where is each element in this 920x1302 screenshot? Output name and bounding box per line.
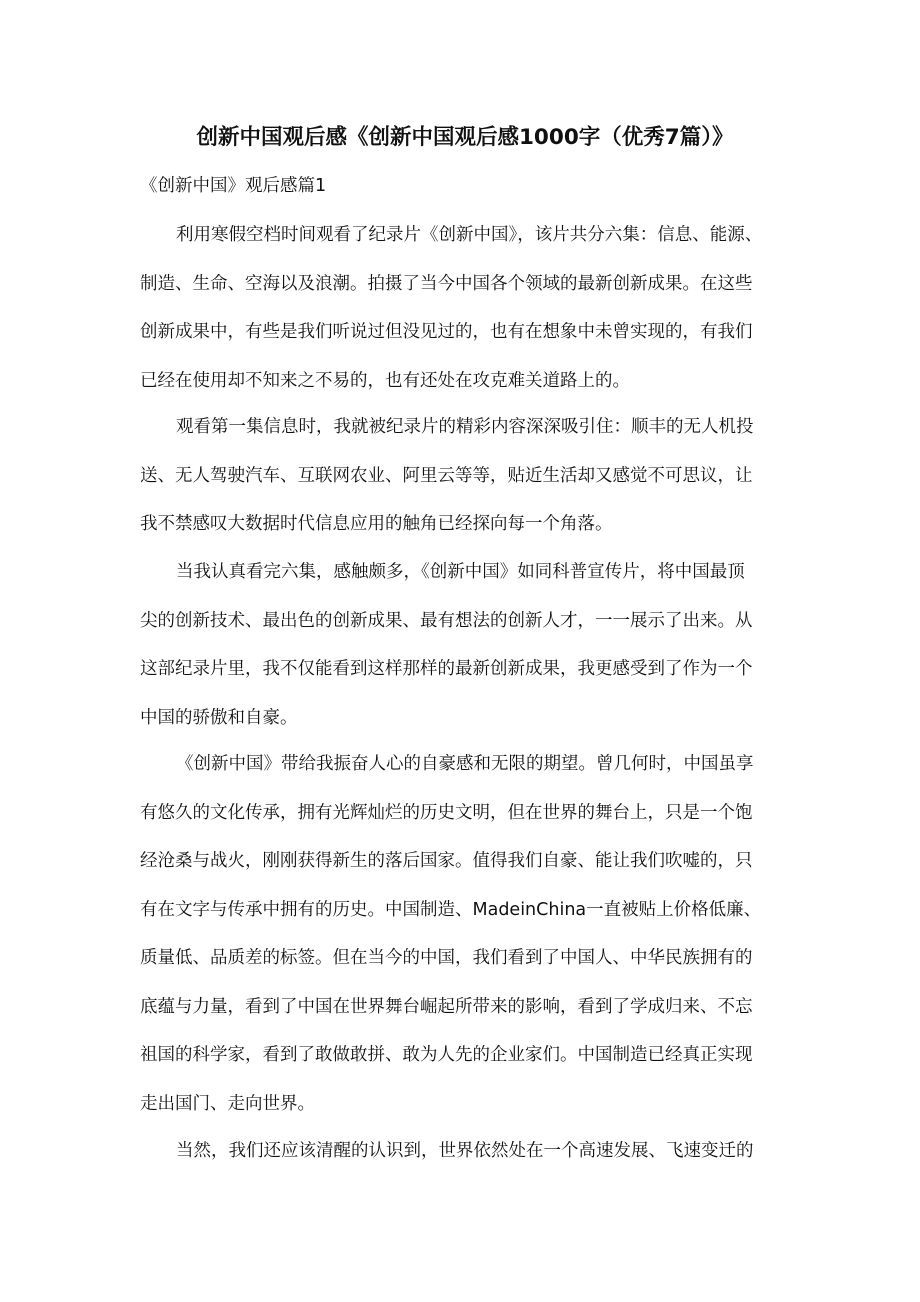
document-title: 创新中国观后感《创新中国观后感1000字（优秀7篇）》 (196, 125, 734, 150)
paragraph-5 (140, 1137, 790, 1186)
paragraph-line: 有在文字与传承中拥有的历史。中国制造、MadeinChina一直被贴上价格低廉、 (140, 899, 762, 920)
paragraph-line: 当然，我们还应该清醒的认识到，世界依然处在一个高速发展、飞速变迁的 (176, 1141, 754, 1161)
paragraph-line: 这部纪录片里，我不仅能看到这样那样的最新创新成果，我更感受到了作为一个 (140, 659, 753, 679)
document-page (140, 0, 790, 1302)
paragraph-line: 祖国的科学家，看到了敢做敢拼、敢为人先的企业家们。中国制造已经真正实现 (140, 1045, 753, 1065)
paragraph-line: 利用寒假空档时间观看了纪录片《创新中国》，该片共分六集：信息、能源、 (176, 225, 763, 245)
paragraph-line: 中国的骄傲和自豪。 (140, 707, 298, 728)
paragraph-line: 当我认真看完六集，感触颇多，《创新中国》如同科普宣传片，将中国最顶 (176, 562, 745, 582)
paragraph-4 (140, 750, 790, 1138)
paragraph-line: 送、无人驾驶汽车、互联网农业、阿里云等等，贴近生活却又感觉不可思议，让 (140, 465, 753, 486)
section-heading: 《创新中国》观后感篇1 (140, 176, 327, 196)
paragraph-2 (140, 413, 790, 559)
paragraph-line: 底蕴与力量，看到了中国在世界舞台崛起所带来的影响，看到了学成归来、不忘 (140, 996, 753, 1017)
paragraph-3 (140, 558, 790, 752)
paragraph-line: 有悠久的文化传承，拥有光辉灿烂的历史文明，但在世界的舞台上，只是一个饱 (140, 802, 753, 823)
paragraph-1 (140, 221, 790, 415)
paragraph-line: 质量低、品质差的标签。但在当今的中国，我们看到了中国人、中华民族拥有的 (140, 948, 753, 968)
paragraph-line: 观看第一集信息时，我就被纪录片的精彩内容深深吸引住：顺丰的无人机投 (176, 417, 754, 437)
paragraph-line: 走出国门、走向世界。 (140, 1093, 315, 1114)
paragraph-line: 经沧桑与战火，刚刚获得新生的落后国家。值得我们自豪、能让我们吹嘘的，只 (140, 851, 753, 871)
paragraph-line: 已经在使用却不知来之不易的，也有还处在攻克难关道路上的。 (140, 370, 630, 391)
paragraph-line: 制造、生命、空海以及浪潮。拍摄了当今中国各个领域的最新创新成果。在这些 (140, 273, 753, 294)
paragraph-line: 创新成果中，有些是我们听说过但没见过的，也有在想象中未曾实现的，有我们 (140, 322, 753, 342)
paragraph-line: 《创新中国》带给我振奋人心的自豪感和无限的期望。曾几何时，中国虽享 (176, 754, 754, 774)
paragraph-line: 我不禁感叹大数据时代信息应用的触角已经探向每一个角落。 (140, 514, 613, 534)
paragraph-line: 尖的创新技术、最出色的创新成果、最有想法的创新人才，一一展示了出来。从 (140, 610, 753, 631)
